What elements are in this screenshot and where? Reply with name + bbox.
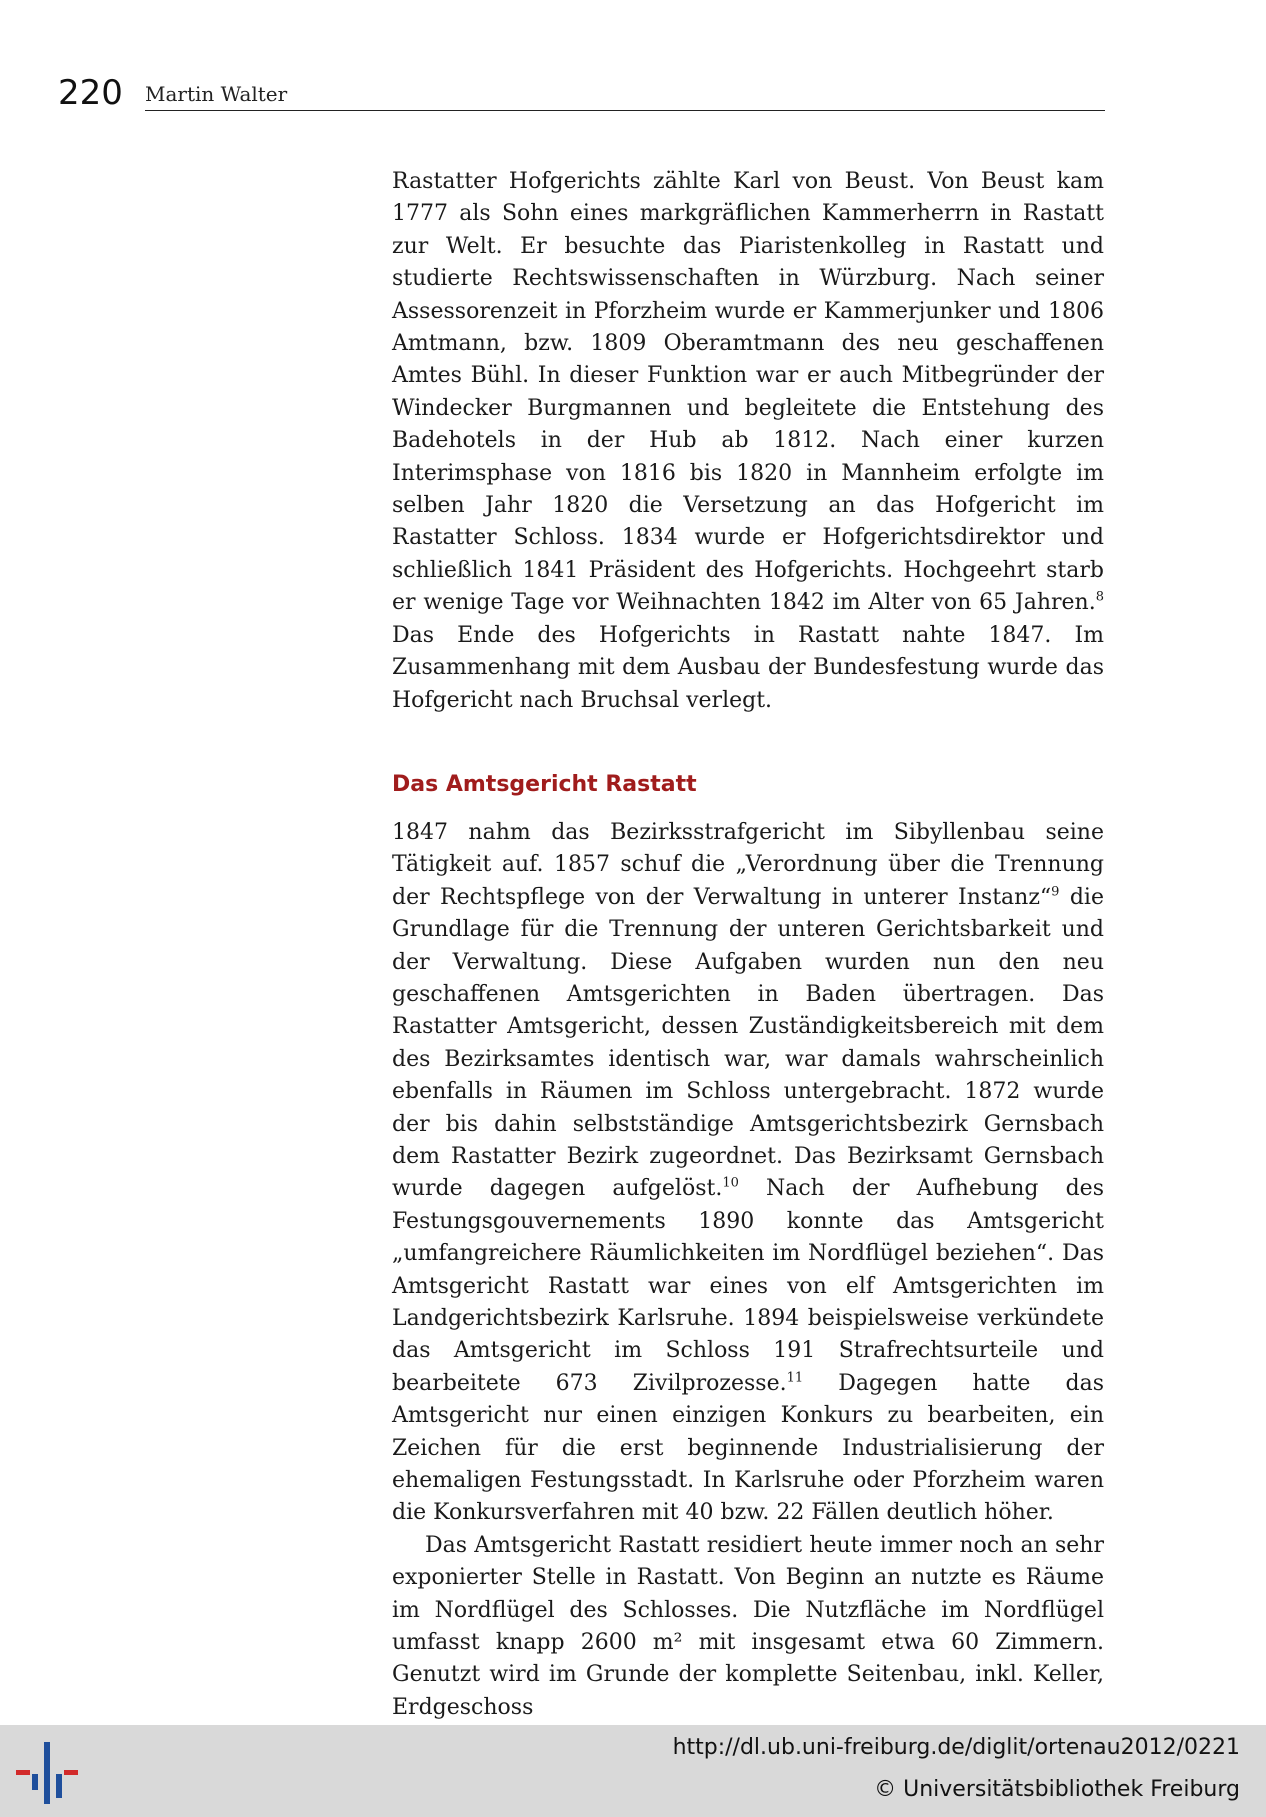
section-heading: Das Amtsgericht Rastatt [392,771,697,797]
footnote-ref-11[interactable]: 11 [786,1370,804,1386]
paragraph-2-text-b: die Grundlage für die Trennung der unteren Gerichtsbarkeit und der Verwaltung. Diese Aufgaben wurden nun den neu geschaffenen Amtsgerichten in Baden übertragen. Das Rastatter Amtsgericht, dessen Zuständigkeitsbereich mit dem des Bezirksamtes identisch war, war damals wahrscheinlich ebenfalls in Räumen im Schloss untergebracht. 1872 wurde der bis dahin selbstständige Amtsgerichtsbezirk Gernsbach dem Rastatter Bezirk zugeordnet. Das Bezirksamt Gernsbach wurde dagegen aufgelöst. [392,884,1104,1202]
page-number: 220 [58,73,123,113]
paragraph-2-text-a: 1847 nahm das Bezirksstrafgericht im Sibyllenbau seine Tätigkeit auf. 1857 schuf die „Verordnung über die Trennung der Rechtspflege von der Verwaltung in unterer Instanz“ [392,819,1104,910]
footer-url-link[interactable]: http://dl.ub.uni-freiburg.de/diglit/ortenau2012/0221 [672,1735,1240,1760]
footnote-ref-9[interactable]: 9 [1051,884,1060,900]
paragraph-1-text-b: Das Ende des Hofgerichts in Rastatt nahte 1847. Im Zusammenhang mit dem Ausbau der Bundesfestung wurde das Hofgericht nach Bruchsal verlegt. [392,622,1104,713]
paragraph-2 [392,817,1104,1530]
footnote-ref-8[interactable]: 8 [1095,589,1104,605]
footnote-ref-10[interactable]: 10 [722,1176,739,1192]
paragraph-2-text-c: Nach der Aufhebung des Festungsgouvernements 1890 konnte das Amtsgericht „umfangreichere Räumlichkeiten im Nordflügel beziehen“. Das Amtsgericht Rastatt war eines von elf Amtsgerichten im Landgerichtsbezirk Karlsruhe. 1894 beispielsweise verkündete das Amtsgericht im Schloss 191 Strafrechtsurteile und bearbeitete 673 Zivilprozesse. [392,1176,1104,1396]
ub-freiburg-logo-icon [14,1740,80,1806]
main-text [392,166,1104,1724]
paragraph-1 [392,166,1104,717]
paragraph-1-text-a: Rastatter Hofgerichts zählte Karl von Beust. Von Beust kam 1777 als Sohn eines markgräflichen Kammerherrn in Rastatt zur Welt. Er besuchte das Piaristenkolleg in Rastatt und studierte Rechtswissenschaften in Würzburg. Nach seiner Assessorenzeit in Pforzheim wurde er Kammerjunker und 1806 Amtmann, bzw. 1809 Oberamtmann des neu geschaffenen Amtes Bühl. In dieser Funktion war er auch Mitbegründer der Windecker Burgmannen und begleitete die Entstehung des Badehotels in der Hub ab 1812. Nach einer kurzen Interimsphase von 1816 bis 1820 in Mannheim erfolgte im selben Jahr 1820 die Versetzung an das Hofgericht im Rastatter Schloss. 1834 wurde er Hofgerichtsdirektor und schließlich 1841 Präsident des Hofgerichts. Hochgeehrt starb er wenige Tage vor Weihnachten 1842 im Alter von 65 Jahren. [392,169,1104,616]
header-rule [145,110,1105,111]
paragraph-2-text-d: Dagegen hatte das Amtsgericht nur einen einzigen Konkurs zu bearbeiten, ein Zeichen für die erst beginnende Industrialisierung der ehemaligen Festungsstadt. In Karlsruhe oder Pforzheim waren die Konkursverfahren mit 40 bzw. 22 Fällen deutlich höher. [392,1370,1104,1526]
running-head-author: Martin Walter [145,82,288,106]
paragraph-3: Das Amtsgericht Rastatt residiert heute immer noch an sehr exponierter Stelle in Rastatt. Von Beginn an nutzte es Räume im Nordflügel des Schlosses. Die Nutzfläche im Nordflügel umfasst knapp 2600 m² mit insgesamt etwa 60 Zimmern. Genutzt wird im Grunde der komplette Seitenbau, inkl. Keller, Erdgeschoss [392,1532,1104,1720]
footer-copyright: © Universitätsbibliothek Freiburg [874,1777,1240,1802]
